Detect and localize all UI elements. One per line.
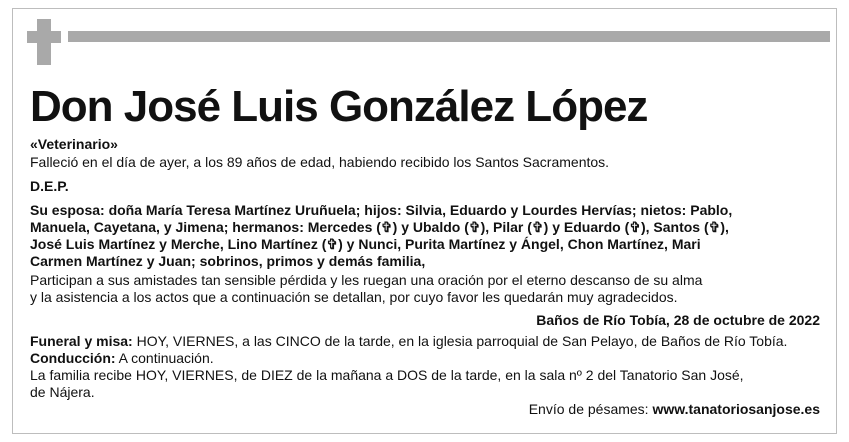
visitation-line: de Nájera. xyxy=(30,384,95,400)
conduction-details xyxy=(30,350,820,367)
conduction-text: A continuación. xyxy=(118,350,214,366)
family-line: Su esposa: doña María Teresa Martínez Uruñuela; hijos: Silvia, Eduardo y Lourdes Hervías; nietos: Pablo, xyxy=(30,202,733,218)
funeral-text: HOY, VIERNES, a las CINCO de la tarde, en la iglesia parroquial de San Pelayo, de Baños de Río Tobía. xyxy=(136,333,788,349)
cross-icon-bar xyxy=(27,31,61,43)
family-line: Carmen Martínez y Juan; sobrinos, primos y demás familia, xyxy=(30,253,426,269)
invitation-text xyxy=(30,272,820,306)
family-line: Manuela, Cayetana, y Jimena; hermanos: Mercedes (✞) y Ubaldo (✞), Pilar (✞) y Eduardo (✞), Santos (✞), xyxy=(30,219,729,235)
dep-label: D.E.P. xyxy=(30,178,69,194)
condolences-url: www.tanatoriosanjose.es xyxy=(652,401,820,417)
invitation-line: Participan a sus amistades tan sensible pérdida y les ruegan una oración por el eterno descanso de su alma xyxy=(30,272,703,288)
profession: «Veterinario» xyxy=(30,136,118,152)
condolences-label: Envío de pésames: xyxy=(528,401,649,417)
family-list xyxy=(30,202,820,270)
deceased-name: Don José Luis González López xyxy=(30,82,648,131)
place-and-date: Baños de Río Tobía, 28 de octubre de 2022 xyxy=(536,312,820,328)
funeral-details xyxy=(30,333,820,350)
condolences-line xyxy=(30,401,820,418)
invitation-line: y la asistencia a los actos que a continuación se detallan, por cuyo favor les quedarán muy agradecidos. xyxy=(30,289,678,305)
visitation-line: La familia recibe HOY, VIERNES, de DIEZ de la mañana a DOS de la tarde, en la sala nº 2 del Tanatorio San José, xyxy=(30,367,744,383)
funeral-label: Funeral y misa: xyxy=(30,333,133,349)
death-statement: Falleció en el día de ayer, a los 89 años de edad, habiendo recibido los Santos Sacramentos. xyxy=(30,154,610,170)
header-rule xyxy=(68,31,830,42)
notice-content xyxy=(30,80,820,418)
family-line: José Luis Martínez y Merche, Lino Martínez (✞) y Nunci, Purita Martínez y Ángel, Chon Martínez, Mari xyxy=(30,236,701,252)
conduction-label: Conducción: xyxy=(30,350,116,366)
